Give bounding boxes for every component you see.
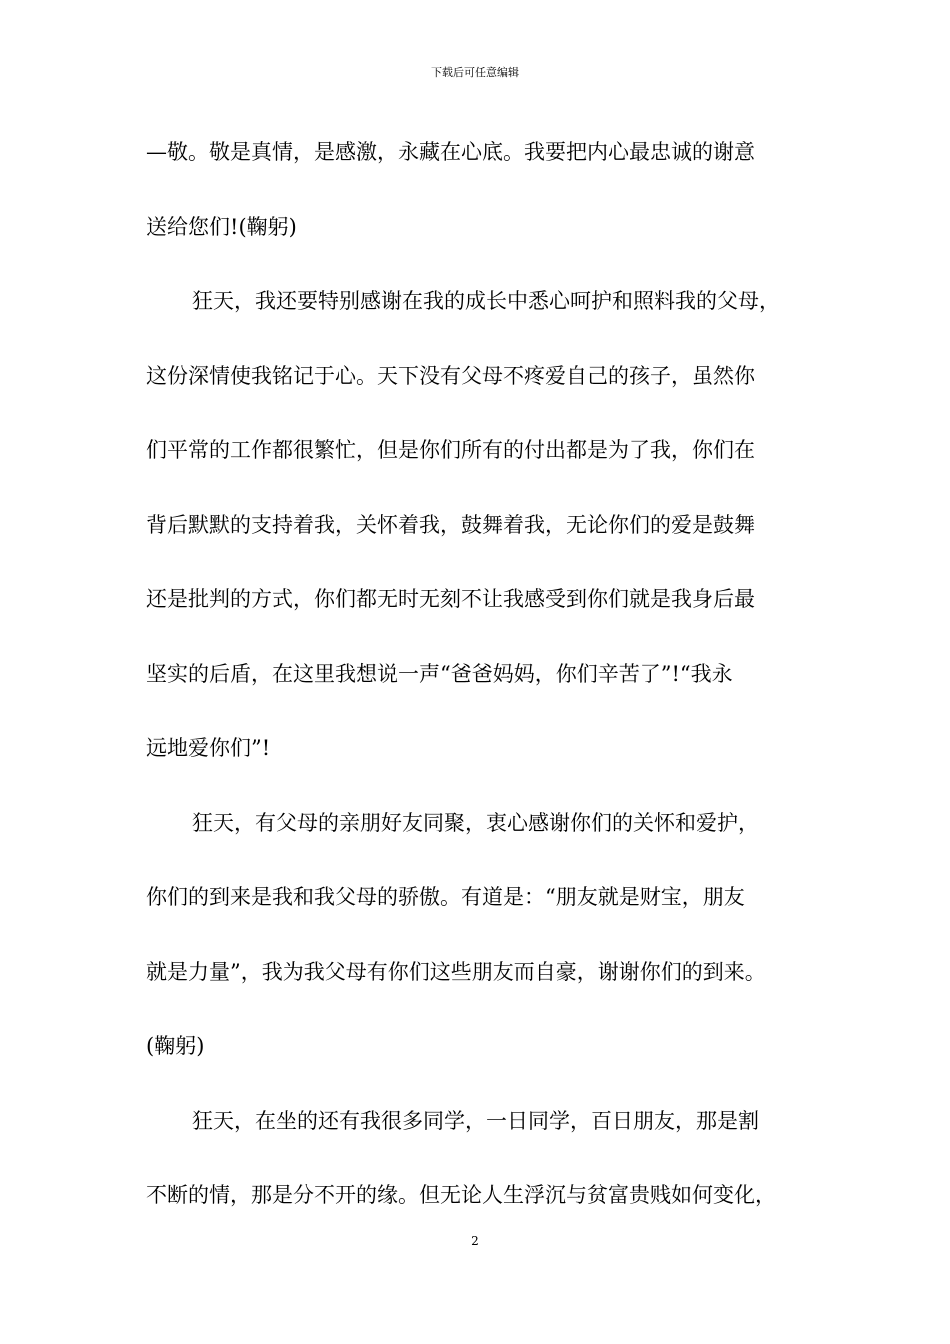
page-number: 2 — [471, 1234, 479, 1248]
text-line: 送给您们!(鞠躬) — [146, 214, 297, 239]
paragraph-first-line: 狂天，有父母的亲朋好友同聚，衷心感谢你们的关怀和爱护， — [192, 810, 759, 835]
text-line: 背后默默的支持着我，关怀着我，鼓舞着我，无论你们的爱是鼓舞 — [146, 512, 755, 537]
text-line: 这份深情使我铭记于心。天下没有父母不疼爱自己的孩子，虽然你 — [146, 363, 755, 388]
page-header: 下载后可任意编辑 — [431, 66, 519, 79]
paragraph-first-line: 狂天，在坐的还有我很多同学，一日同学，百日朋友，那是割 — [192, 1108, 759, 1133]
text-line: 们平常的工作都很繁忙，但是你们所有的付出都是为了我，你们在 — [146, 438, 755, 462]
body-text — [146, 130, 826, 1248]
text-line: 不断的情，那是分不开的缘。但无论人生浮沉与贫富贵贱如何变化， — [146, 1183, 776, 1207]
text-line: 坚实的后盾，在这里我想说一声“爸爸妈妈，你们辛苦了”!“我永 — [146, 661, 733, 686]
text-line: (鞠躬) — [146, 1034, 205, 1058]
text-line: —敬。敬是真情，是感激，永藏在心底。我要把内心最忠诚的谢意 — [146, 140, 755, 164]
text-line: 远地爱你们”! — [146, 736, 271, 760]
text-line: 你们的到来是我和我父母的骄傲。有道是：“朋友就是财宝，朋友 — [146, 885, 745, 909]
paragraph-first-line: 狂天，我还要特别感谢在我的成长中悉心呵护和照料我的父母， — [192, 289, 780, 313]
text-line: 就是力量”，我为我父母有你们这些朋友而自豪，谢谢你们的到来。 — [146, 959, 766, 984]
text-line: 还是批判的方式，你们都无时无刻不让我感受到你们就是我身后最 — [146, 587, 755, 611]
